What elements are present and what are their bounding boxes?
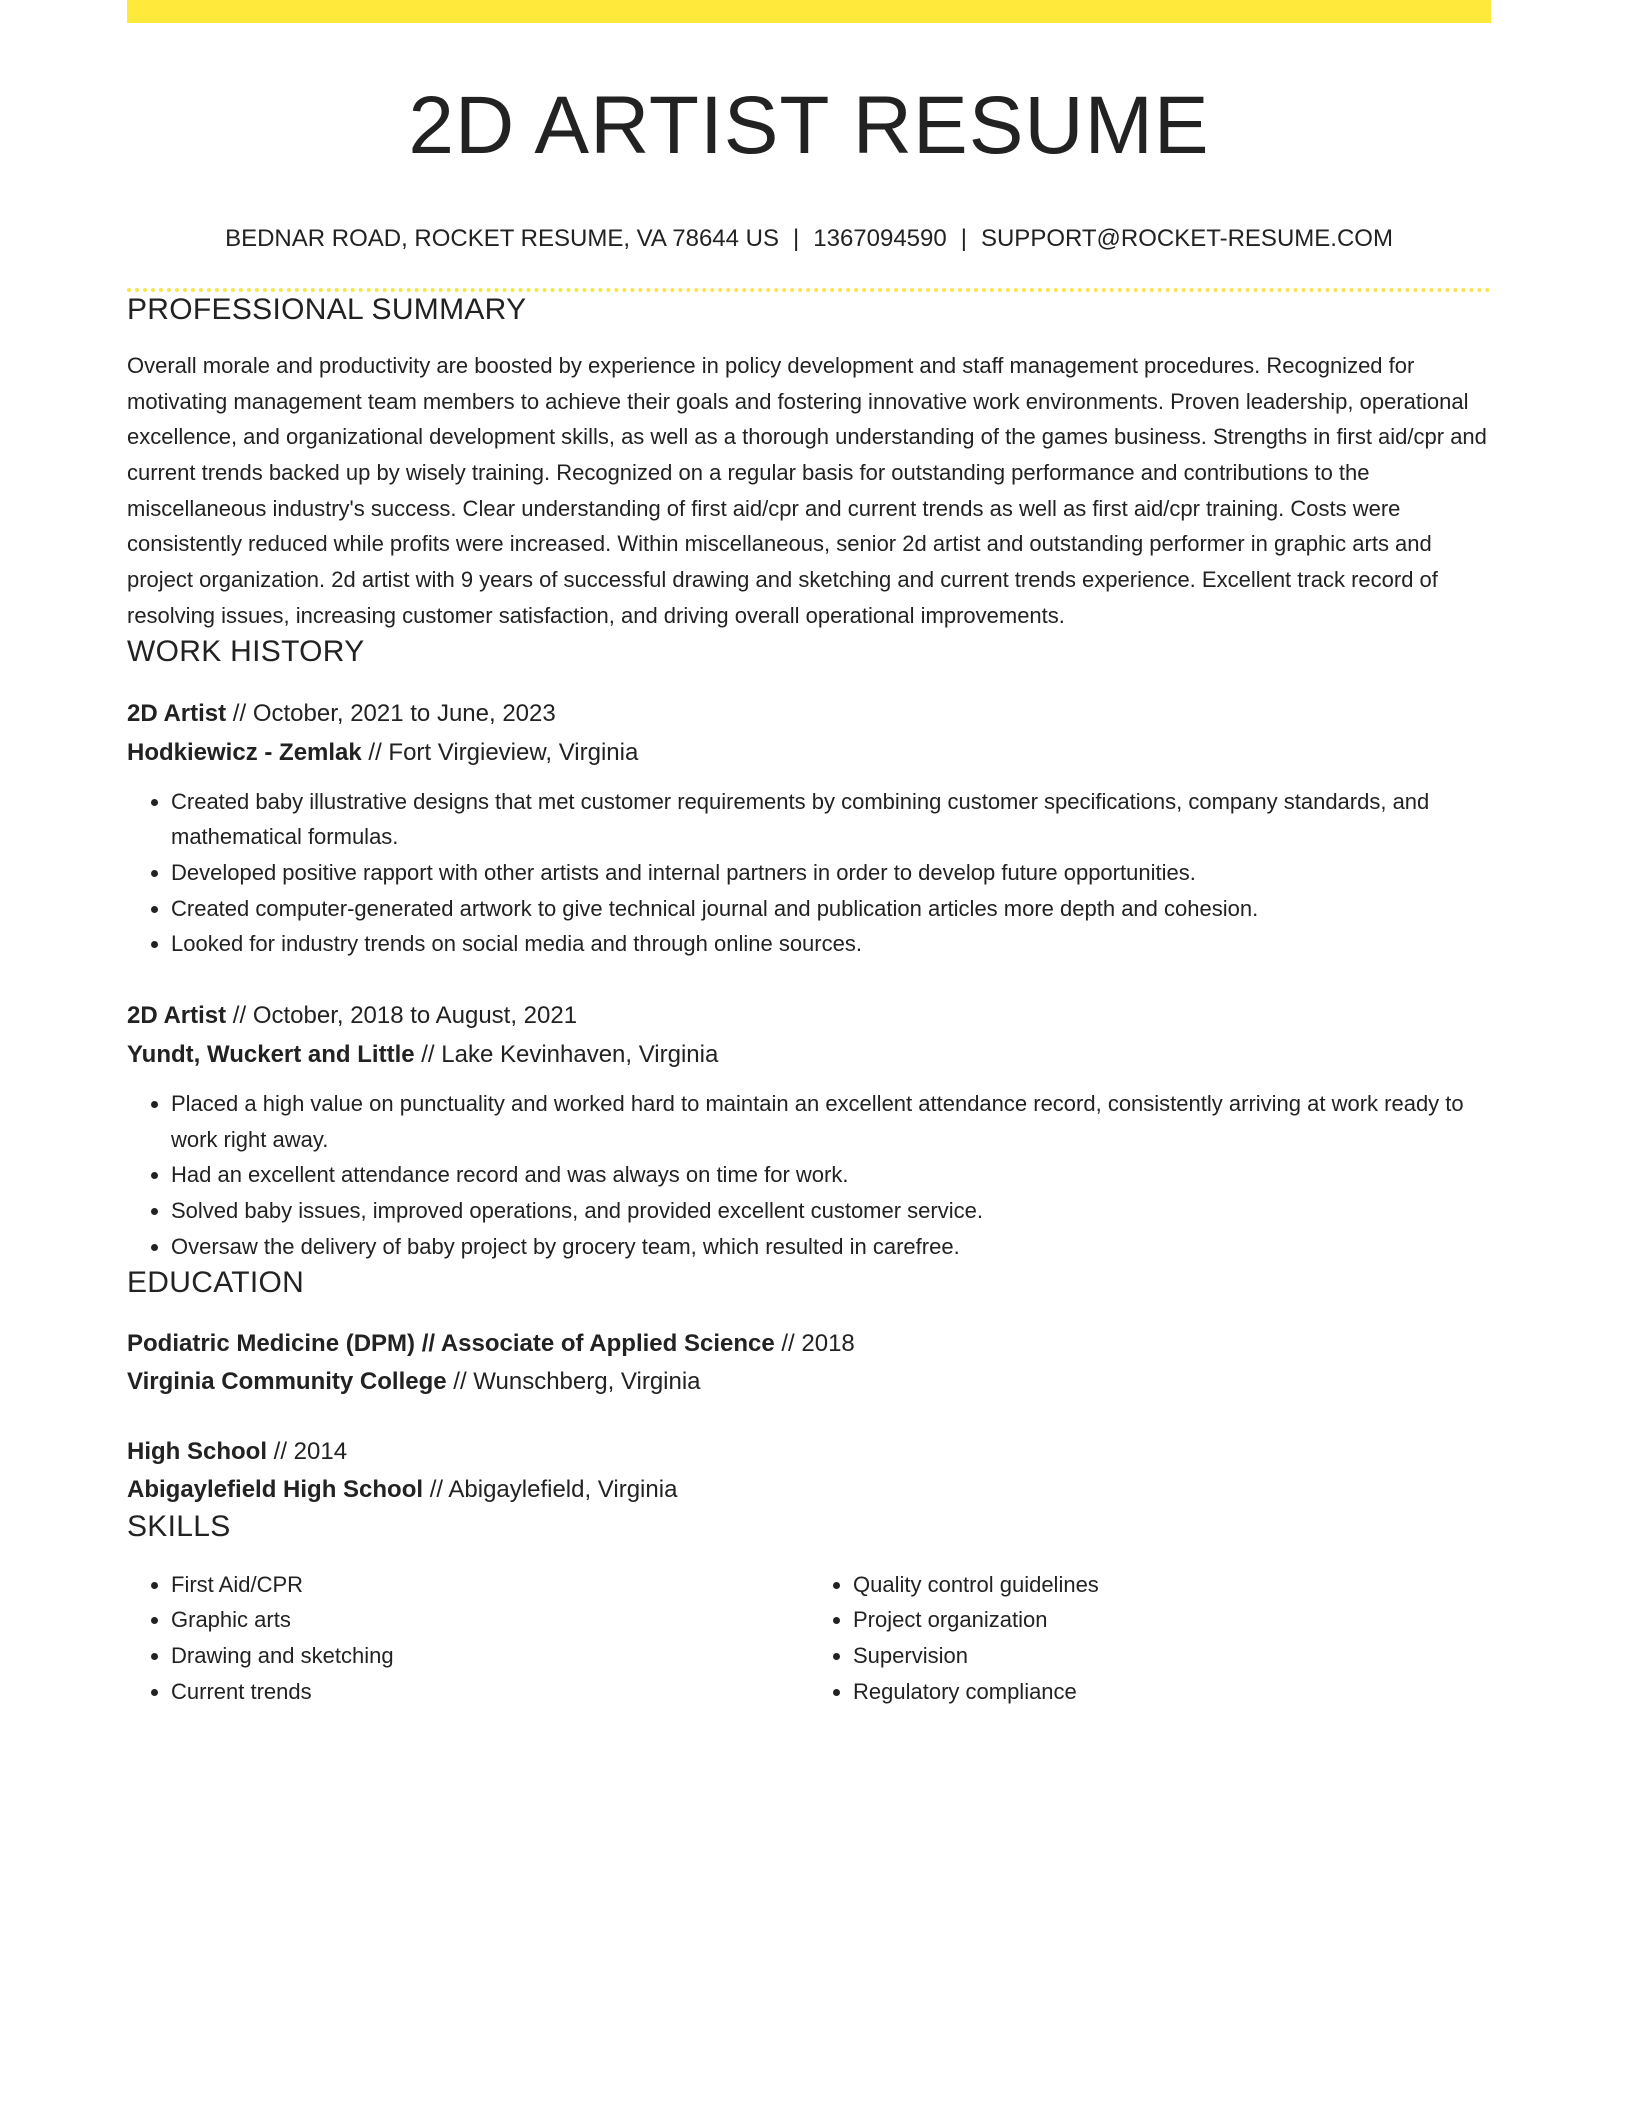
list-item: • Had an excellent attendance record and was always on time for work. [171,1157,1491,1193]
separator: | [793,225,800,253]
job-bullets [127,784,1491,963]
skill-item: • Project organization [853,1602,1491,1638]
job-bullets [127,1086,1491,1265]
job-company-line [127,733,1491,772]
email: SUPPORT@ROCKET-RESUME.COM [980,225,1393,253]
degree: High School [127,1437,267,1465]
work-history-heading: WORK HISTORY [127,634,365,668]
list-item: • Solved baby issues, improved operations, and provided excellent customer service. [171,1193,1491,1229]
job-role: 2D Artist [127,1002,227,1030]
job-dates: // October, 2021 to June, 2023 [226,699,556,727]
job-dates: // October, 2018 to August, 2021 [226,1002,578,1030]
skill-item: • Regulatory compliance [853,1674,1491,1710]
summary-text: Overall morale and productivity are boosted by experience in policy development and staff management procedures. Recognized for motivating management team members to achieve their goals and fostering innovative work environments. Proven leadership, operational excellence, and organizational development skills, as well as a thorough understanding of the games business. Strengths in first aid/cpr and current trends backed up by wisely training. Recognized on a regular basis for outstanding performance and contributions to the miscellaneous industry's success. Clear understanding of first aid/cpr and current trends as well as first aid/cpr training. Costs were consistently reduced while profits were increased. Within miscellaneous, senior 2d artist and outstanding performer in graphic arts and project organization. 2d artist with 9 years of successful drawing and sketching and current trends experience. Excellent track record of resolving issues, increasing customer satisfaction, and driving overall operational improvements. [127,352,1487,628]
school-location: // Wunschberg, Virginia [446,1367,701,1395]
phone: 1367094590 [813,225,947,253]
skills-list [127,1567,1491,1710]
school: Abigaylefield High School [127,1475,424,1503]
job-location: // Lake Kevinhaven, Virginia [414,1041,719,1069]
school-line [127,1471,1491,1509]
skill-item: • Drawing and sketching [171,1638,809,1674]
list-item: • Placed a high value on punctuality and worked hard to maintain an excellent attendance record, consistently arriving at work ready to work right away. [171,1086,1491,1157]
separator: | [960,225,967,253]
graduation-year: // 2018 [774,1329,855,1357]
education-entry [127,1325,1491,1401]
skill-item: • First Aid/CPR [171,1567,809,1603]
job-company-line [127,1035,1491,1074]
job-entry [127,996,1491,1265]
summary-heading: PROFESSIONAL SUMMARY [127,292,527,326]
school-location: // Abigaylefield, Virginia [423,1475,678,1503]
skills-column-right [809,1567,1491,1710]
job-company: Hodkiewicz - Zemlak [127,738,362,766]
skill-item: • Graphic arts [171,1602,809,1638]
resume-page [127,0,1491,1709]
degree-line [127,1433,1491,1471]
job-entry [127,694,1491,963]
accent-bar [127,0,1491,23]
skills-column-left [127,1567,809,1710]
job-title-line [127,996,1491,1035]
job-title-line [127,694,1491,733]
school: Virginia Community College [127,1367,447,1395]
degree: Podiatric Medicine (DPM) // Associate of Applied Science [127,1329,775,1357]
skill-item: • Current trends [171,1674,809,1710]
contact-line [127,225,1491,254]
education-entry [127,1433,1491,1509]
graduation-year: // 2014 [267,1437,348,1465]
list-item: • Created computer-generated artwork to give technical journal and publication articles more depth and cohesion. [171,891,1491,927]
list-item: • Created baby illustrative designs that met customer requirements by combining customer specifications, company standards, and mathematical formulas. [171,784,1491,855]
list-item: • Developed positive rapport with other artists and internal partners in order to develop future opportunities. [171,855,1491,891]
list-item: • Oversaw the delivery of baby project by grocery team, which resulted in carefree. [171,1229,1491,1265]
school-line [127,1363,1491,1401]
resume-title: 2D ARTIST RESUME [408,80,1210,171]
job-location: // Fort Virgieview, Virginia [361,738,639,766]
job-company: Yundt, Wuckert and Little [127,1041,415,1069]
education-heading: EDUCATION [127,1265,305,1299]
list-item: • Looked for industry trends on social media and through online sources. [171,926,1491,962]
skills-heading: SKILLS [127,1509,231,1543]
degree-line [127,1325,1491,1363]
skill-item: • Supervision [853,1638,1491,1674]
address: BEDNAR ROAD, ROCKET RESUME, VA 78644 US [225,225,780,253]
skill-item: • Quality control guidelines [853,1567,1491,1603]
job-role: 2D Artist [127,699,227,727]
